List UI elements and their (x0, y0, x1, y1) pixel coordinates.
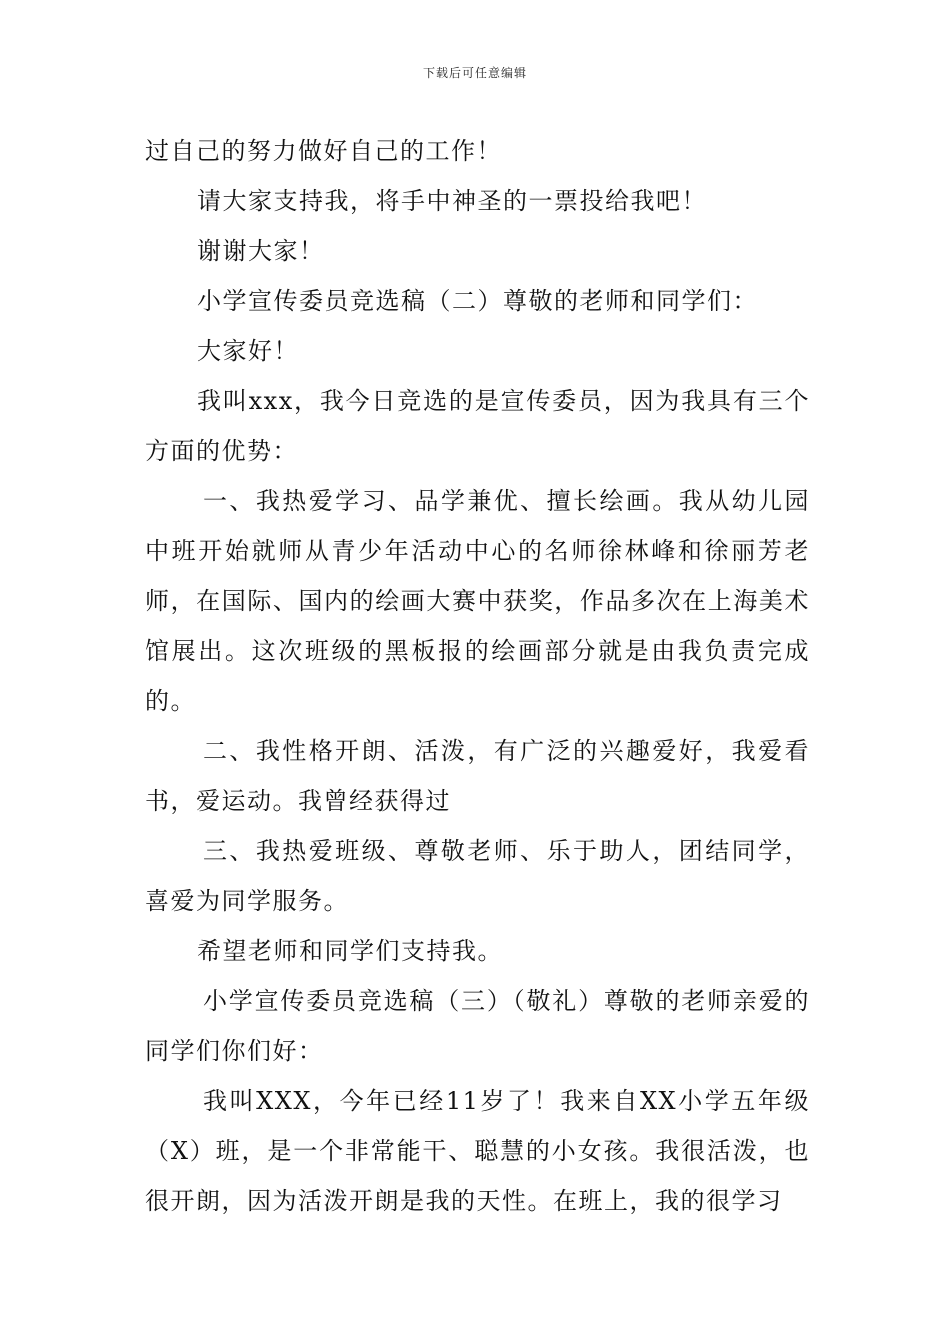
paragraph-advantage-one: 一、我热爱学习、品学兼优、擅长绘画。我从幼儿园中班开始就师从青少年活动中心的名师徐林峰和徐丽芳老师，在国际、国内的绘画大赛中获奖，作品多次在上海美术馆展出。这次班级的黑板报的绘画部分就是由我负责完成的。 (145, 487, 810, 715)
paragraph-self-introduction: 我叫XXX，今年已经11岁了！我来自XX小学五年级（X）班，是一个非常能干、聪慧的小女孩。我很活泼，也很开朗，因为活泼开朗是我的天性。在班上，我的很学习 (145, 1087, 810, 1215)
paragraph-hope: 希望老师和同学们支持我。 (197, 937, 503, 965)
paragraph-thanks: 谢谢大家！ (197, 237, 325, 265)
paragraph-greeting: 大家好！ (197, 337, 299, 365)
paragraph-continuation: 过自己的努力做好自己的工作！ (145, 137, 502, 165)
document-body (145, 126, 810, 1226)
paragraph-speech-three-title: 小学宣传委员竞选稿（三）（敬礼）尊敬的老师亲爱的同学们你们好： (145, 987, 810, 1065)
paragraph-advantage-two: 二、我性格开朗、活泼，有广泛的兴趣爱好，我爱看书，爱运动。我曾经获得过 (145, 737, 810, 815)
page-header-note: 下载后可任意编辑 (422, 66, 527, 80)
paragraph-advantage-three: 三、我热爱班级、尊敬老师、乐于助人，团结同学，喜爱为同学服务。 (145, 837, 810, 915)
paragraph-vote-request: 请大家支持我，将手中神圣的一票投给我吧！ (197, 187, 707, 215)
paragraph-introduction: 我叫xxx，我今日竞选的是宣传委员，因为我具有三个方面的优势： (145, 387, 810, 465)
paragraph-speech-two-title: 小学宣传委员竞选稿（二）尊敬的老师和同学们： (197, 287, 758, 315)
